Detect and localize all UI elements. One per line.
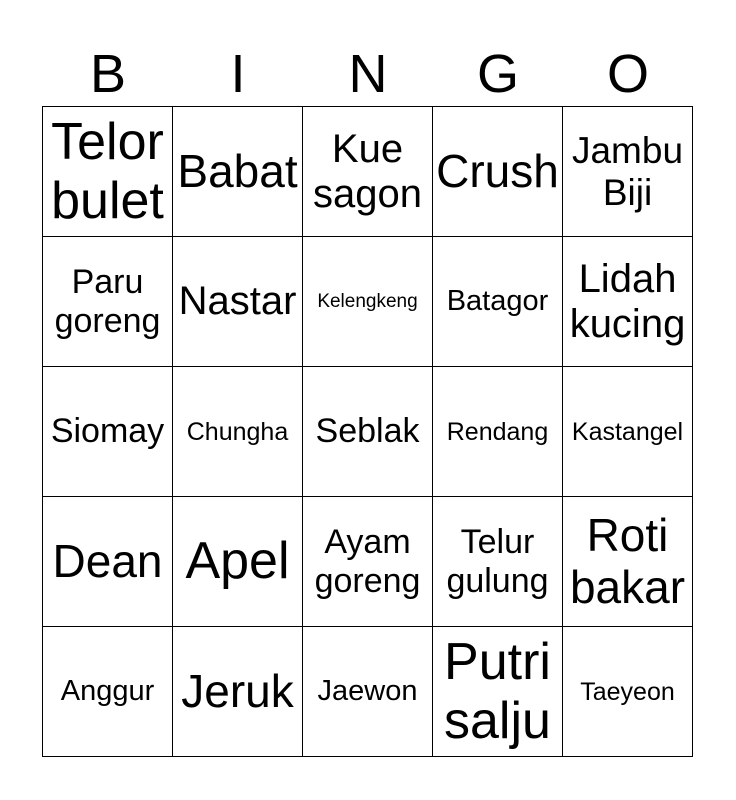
bingo-cell-r1-c3[interactable] <box>432 236 563 367</box>
cell-label: Rendang <box>446 417 549 446</box>
bingo-cell-r4-c2[interactable] <box>302 626 433 757</box>
header-letter-b: B <box>89 44 127 104</box>
bingo-cell-r4-c3[interactable] <box>432 626 563 757</box>
cell-label: Ayam goreng <box>314 523 421 600</box>
cell-label: Babat <box>177 144 298 197</box>
cell-label: Roti bakar <box>569 508 686 613</box>
cell-label: Lidah kucing <box>569 256 686 346</box>
cell-label: Seblak <box>315 412 420 451</box>
cell-label: Anggur <box>60 675 155 708</box>
cell-label: Putri salju <box>444 633 551 750</box>
bingo-board <box>43 107 693 757</box>
bingo-cell-r1-c0[interactable] <box>42 236 173 367</box>
bingo-cell-r0-c4[interactable] <box>562 106 693 237</box>
bingo-cell-r4-c4[interactable] <box>562 626 693 757</box>
bingo-cell-r3-c4[interactable] <box>562 496 693 627</box>
header-letter-o: O <box>606 44 649 104</box>
header-letter-n: N <box>348 44 388 104</box>
bingo-cell-r2-c0[interactable] <box>42 366 173 497</box>
bingo-cell-r3-c3[interactable] <box>432 496 563 627</box>
bingo-cell-r2-c3[interactable] <box>432 366 563 497</box>
bingo-cell-r3-c0[interactable] <box>42 496 173 627</box>
cell-label: Telor bulet <box>51 113 164 230</box>
bingo-cell-r1-c4[interactable] <box>562 236 693 367</box>
bingo-cell-r1-c2[interactable] <box>302 236 433 367</box>
cell-label: Jambu Biji <box>571 130 684 213</box>
header-letter-i: I <box>230 44 246 104</box>
cell-label: Paru goreng <box>54 263 161 340</box>
bingo-cell-r0-c1[interactable] <box>172 106 303 237</box>
cell-label: Chungha <box>186 417 289 446</box>
cell-label: Dean <box>52 534 163 587</box>
cell-label: Jaewon <box>317 675 418 708</box>
cell-label: Kelengkeng <box>317 290 418 312</box>
header-letter-g: G <box>476 44 519 104</box>
cell-label: Taeyeon <box>580 677 675 706</box>
cell-label: Siomay <box>50 412 165 451</box>
bingo-cell-r4-c1[interactable] <box>172 626 303 757</box>
cell-label: Telur gulung <box>446 523 549 600</box>
bingo-cell-r0-c3[interactable] <box>432 106 563 237</box>
cell-label: Batagor <box>446 285 549 318</box>
cell-label: Nastar <box>178 279 297 324</box>
bingo-cell-r2-c2[interactable] <box>302 366 433 497</box>
bingo-cell-r1-c1[interactable] <box>172 236 303 367</box>
bingo-cell-r2-c1[interactable] <box>172 366 303 497</box>
cell-label: Apel <box>185 532 290 591</box>
cell-label: Crush <box>436 144 559 197</box>
cell-label: Jeruk <box>181 664 294 717</box>
bingo-cell-r0-c0[interactable] <box>42 106 173 237</box>
cell-label: Kue sagon <box>313 126 422 216</box>
bingo-cell-r0-c2[interactable] <box>302 106 433 237</box>
bingo-cell-r4-c0[interactable] <box>42 626 173 757</box>
bingo-cell-r3-c2[interactable] <box>302 496 433 627</box>
bingo-cell-r3-c1[interactable] <box>172 496 303 627</box>
cell-label: Kastangel <box>571 417 684 446</box>
bingo-cell-r2-c4[interactable] <box>562 366 693 497</box>
bingo-header <box>43 40 693 108</box>
